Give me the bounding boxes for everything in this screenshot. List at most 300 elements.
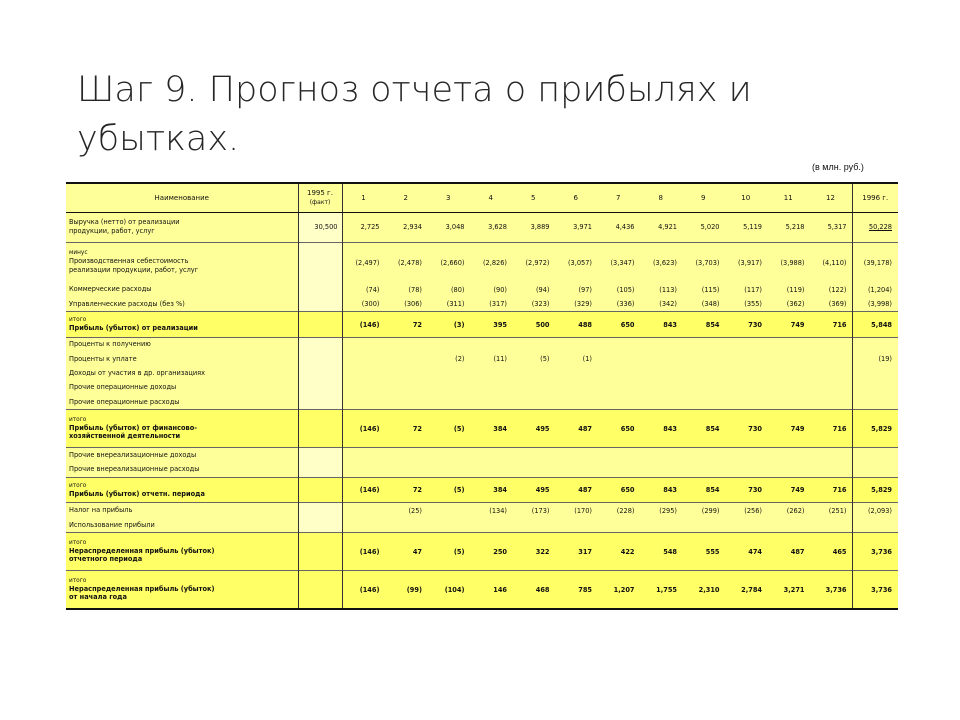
cell-month-8 [640, 337, 683, 352]
header-month-1: 1 [342, 184, 385, 213]
header-month-2: 2 [385, 184, 428, 213]
cell-month-9: (299) [682, 503, 725, 518]
cell-month-10 [725, 366, 768, 380]
cell-month-1: (146) [342, 571, 385, 608]
cell-fact-1995 [298, 381, 342, 395]
cell-month-9 [682, 352, 725, 366]
slide-title: Шаг 9. Прогноз отчета о прибылях и убытках. [77, 70, 752, 159]
cell-month-5: (2,972) [512, 242, 555, 282]
cell-month-3 [427, 463, 470, 478]
cell-month-8: (295) [640, 503, 683, 518]
cell-month-7 [597, 352, 640, 366]
cell-month-3: (5) [427, 478, 470, 503]
cell-month-7 [597, 366, 640, 380]
table-subtotal-row [66, 571, 898, 608]
cell-month-1: (146) [342, 312, 385, 337]
cell-month-6: 3,971 [555, 213, 598, 243]
cell-month-6: (3,057) [555, 242, 598, 282]
cell-month-6: 487 [555, 410, 598, 448]
cell-month-6: 488 [555, 312, 598, 337]
row-prefix: итого [69, 482, 87, 489]
cell-month-2: (2,478) [385, 242, 428, 282]
cell-month-9 [682, 366, 725, 380]
cell-fact-1995: 30,500 [298, 213, 342, 243]
cell-fact-1995 [298, 533, 342, 571]
cell-month-7: (336) [616, 300, 635, 309]
cell-month-8 [640, 463, 683, 478]
cell-month-1 [342, 352, 385, 366]
row-label-line: Прочие внереализационные доходы [69, 450, 197, 459]
row-label-line: Проценты к уплате [69, 354, 137, 363]
row-label [66, 283, 298, 297]
cell-month-1 [342, 395, 385, 410]
table-row [66, 503, 898, 518]
cell-month-7: 1,207 [597, 571, 640, 608]
cell-month-11: (119) [786, 285, 805, 294]
cell-month-11: (362) [786, 300, 805, 309]
cell-month-11 [767, 366, 810, 380]
cell-month-9: (348) [701, 300, 720, 309]
cell-month-9: (115) [701, 285, 720, 294]
header-month-9: 9 [682, 184, 725, 213]
cell-month-12: (4,110) [810, 242, 853, 282]
pl-forecast-table [66, 184, 898, 608]
cell-month-5: (323) [531, 300, 550, 309]
cell-month-6 [555, 337, 598, 352]
row-label-line: Прибыль (убыток) от реализации [69, 324, 198, 333]
cell-month-4 [470, 381, 513, 395]
cell-month-6 [555, 381, 598, 395]
pl-forecast-table-container [66, 182, 898, 610]
cell-month-6 [555, 463, 598, 478]
row-label [66, 337, 298, 352]
cell-month-4: (11) [493, 355, 507, 364]
row-label-line: Производственная себестоимость [69, 257, 189, 266]
cell-month-6: (1) [582, 355, 592, 364]
cell-month-1 [342, 381, 385, 395]
row-label [66, 518, 298, 533]
row-label-line: Использование прибыли [69, 520, 155, 529]
cell-month-3 [427, 395, 470, 410]
cell-month-5: (5) [540, 355, 550, 364]
cell-month-3 [427, 381, 470, 395]
cell-month-11: 5,218 [767, 213, 810, 243]
cell-month-4 [470, 337, 513, 352]
cell-month-10 [725, 463, 768, 478]
row-label-line: Налог на прибыль [69, 506, 133, 515]
cell-fact-1995 [298, 518, 342, 533]
cell-fact-1995 [298, 410, 342, 448]
row-label [66, 533, 298, 571]
cell-month-2: (99) [385, 571, 428, 608]
row-label-line: отчетного периода [69, 555, 143, 564]
cell-month-12 [810, 366, 853, 380]
row-label-line: Выручка (нетто) от реализации [69, 218, 180, 227]
row-label-line: от начала года [69, 593, 127, 602]
cell-month-9 [682, 395, 725, 410]
cell-year-total: (19) [852, 352, 898, 366]
table-header-row [66, 184, 898, 213]
row-label-line: Коммерческие расходы [69, 285, 152, 294]
row-label [66, 503, 298, 518]
cell-month-10: 730 [725, 478, 768, 503]
cell-month-12: (369) [828, 300, 847, 309]
header-month-12: 12 [810, 184, 853, 213]
cell-month-6 [555, 395, 598, 410]
row-label-line: Прочие операционные доходы [69, 383, 177, 392]
row-label [66, 213, 298, 243]
cell-month-11 [767, 381, 810, 395]
cell-month-10: 5,119 [725, 213, 768, 243]
header-month-4: 4 [470, 184, 513, 213]
cell-month-5 [512, 463, 555, 478]
table-row [66, 366, 898, 380]
row-prefix: итого [69, 540, 87, 547]
cell-month-10: 730 [725, 410, 768, 448]
cell-month-10 [725, 518, 768, 533]
cell-month-3: (3) [427, 312, 470, 337]
header-month-3: 3 [427, 184, 470, 213]
row-label-line: Прочие внереализационные расходы [69, 465, 200, 474]
header-month-10: 10 [725, 184, 768, 213]
row-label [66, 448, 298, 463]
table-row [66, 463, 898, 478]
cell-month-12: 465 [810, 533, 853, 571]
cell-month-7 [597, 381, 640, 395]
cell-month-1: (300) [361, 300, 380, 309]
cell-month-4: (317) [489, 300, 507, 309]
cell-month-10: 2,784 [725, 571, 768, 608]
cell-month-2: 72 [385, 312, 428, 337]
table-subtotal-row [66, 533, 898, 571]
cell-fact-1995 [298, 242, 342, 282]
cell-fact-1995 [298, 395, 342, 410]
table-row [66, 518, 898, 533]
cell-month-10: (117) [744, 285, 762, 294]
cell-month-6: 317 [555, 533, 598, 571]
table-row [66, 242, 898, 282]
cell-month-5 [512, 381, 555, 395]
cell-month-2: 2,934 [385, 213, 428, 243]
cell-month-12 [810, 381, 853, 395]
cell-month-12: 716 [810, 478, 853, 503]
row-label [66, 366, 298, 380]
cell-month-8: 548 [640, 533, 683, 571]
cell-month-5: (173) [512, 503, 555, 518]
row-label [66, 410, 298, 448]
cell-month-7: 650 [597, 478, 640, 503]
cell-fact-1995 [298, 448, 342, 463]
cell-year-total: 3,736 [852, 533, 898, 571]
cell-month-6: (170) [555, 503, 598, 518]
row-label-line: Прибыль (убыток) от финансово- [69, 424, 197, 433]
cell-month-5 [512, 448, 555, 463]
cell-fact-1995 [298, 463, 342, 478]
cell-month-3 [427, 448, 470, 463]
cell-fact-1995 [298, 352, 342, 366]
cell-month-8 [640, 518, 683, 533]
cell-month-10 [725, 395, 768, 410]
cell-month-10: (256) [725, 503, 768, 518]
cell-year-total: 5,829 [852, 410, 898, 448]
table-row [66, 448, 898, 463]
cell-month-8 [640, 395, 683, 410]
cell-month-3: (2) [455, 355, 465, 364]
cell-month-1 [342, 337, 385, 352]
header-month-7: 7 [597, 184, 640, 213]
cell-month-4: 395 [470, 312, 513, 337]
cell-month-10 [725, 352, 768, 366]
cell-month-12: 3,736 [810, 571, 853, 608]
cell-year-total: 5,829 [852, 478, 898, 503]
header-fact [298, 184, 342, 213]
cell-month-10 [725, 381, 768, 395]
cell-month-2 [385, 366, 428, 380]
cell-fact-1995 [298, 337, 342, 352]
cell-month-8 [640, 448, 683, 463]
cell-month-9 [682, 337, 725, 352]
cell-month-8: (113) [659, 285, 677, 294]
cell-month-3: 3,048 [427, 213, 470, 243]
row-label [66, 478, 298, 503]
cell-year-total [852, 337, 898, 352]
row-label [66, 352, 298, 366]
cell-month-4 [470, 366, 513, 380]
cell-month-9: 555 [682, 533, 725, 571]
cell-month-4: 250 [470, 533, 513, 571]
row-label-line: Нераспределенная прибыль (убыток) [69, 547, 215, 556]
cell-month-5: 495 [512, 478, 555, 503]
cell-month-11 [767, 448, 810, 463]
cell-month-12: 5,317 [810, 213, 853, 243]
cell-month-12: (122) [828, 285, 847, 294]
cell-month-10: (3,917) [725, 242, 768, 282]
cell-month-9: 854 [682, 312, 725, 337]
cell-month-8: 1,755 [640, 571, 683, 608]
row-prefix: итого [69, 578, 87, 585]
cell-month-7: (3,347) [597, 242, 640, 282]
cell-month-5 [512, 395, 555, 410]
cell-month-6: (329) [574, 300, 592, 309]
cell-month-3: (5) [427, 533, 470, 571]
header-fact-label: (факт) [309, 199, 331, 206]
cell-month-9 [682, 448, 725, 463]
cell-year-total: (2,093) [852, 503, 898, 518]
cell-month-6: (97) [578, 285, 592, 294]
row-prefix: итого [69, 317, 87, 324]
cell-month-12 [810, 463, 853, 478]
cell-month-7: 4,436 [597, 213, 640, 243]
cell-month-2: 72 [385, 410, 428, 448]
table-row [66, 381, 898, 395]
cell-month-9: 5,020 [682, 213, 725, 243]
cell-month-10: (355) [744, 300, 762, 309]
cell-month-2 [385, 395, 428, 410]
table-subtotal-row [66, 478, 898, 503]
cell-month-5 [512, 366, 555, 380]
cell-month-10: 474 [725, 533, 768, 571]
cell-year-total: (3,998) [852, 297, 898, 312]
cell-month-3 [427, 518, 470, 533]
row-label-line: Нераспределенная прибыль (убыток) [69, 585, 215, 594]
cell-month-1 [342, 463, 385, 478]
cell-year-total: 3,736 [852, 571, 898, 608]
table-row [66, 337, 898, 352]
cell-month-1: (146) [342, 533, 385, 571]
cell-month-4 [470, 518, 513, 533]
cell-year-total: (1,204) [852, 283, 898, 297]
units-note: (в млн. руб.) [812, 162, 864, 172]
cell-month-9: 854 [682, 410, 725, 448]
row-label [66, 381, 298, 395]
cell-month-7 [597, 395, 640, 410]
row-prefix: итого [69, 417, 87, 424]
cell-month-7: (228) [597, 503, 640, 518]
cell-month-2: 72 [385, 478, 428, 503]
cell-month-2: (78) [408, 285, 422, 294]
cell-month-11 [767, 352, 810, 366]
cell-month-1: (2,497) [342, 242, 385, 282]
cell-month-8 [640, 366, 683, 380]
cell-month-8 [640, 352, 683, 366]
table-row [66, 297, 898, 312]
cell-month-9 [682, 381, 725, 395]
row-label-line: реализации продукции, работ, услуг [69, 266, 199, 275]
header-year-total: 1996 г. [852, 184, 898, 213]
cell-month-6: 785 [555, 571, 598, 608]
cell-year-total [852, 395, 898, 410]
cell-month-1: (146) [342, 478, 385, 503]
cell-month-2 [385, 518, 428, 533]
table-subtotal-row [66, 312, 898, 337]
cell-fact-1995 [298, 478, 342, 503]
cell-month-1 [342, 503, 385, 518]
row-label [66, 395, 298, 410]
cell-fact-1995 [298, 312, 342, 337]
cell-month-2 [385, 381, 428, 395]
row-label-line: Проценты к получению [69, 340, 151, 349]
cell-month-6: 487 [555, 478, 598, 503]
row-label-line: продукции, работ, услуг [69, 227, 155, 236]
row-label [66, 571, 298, 608]
cell-month-2 [385, 448, 428, 463]
cell-month-6 [555, 366, 598, 380]
header-month-6: 6 [555, 184, 598, 213]
cell-month-4 [470, 448, 513, 463]
cell-month-2 [385, 463, 428, 478]
cell-month-5: 322 [512, 533, 555, 571]
cell-month-4: 3,628 [470, 213, 513, 243]
cell-fact-1995 [298, 571, 342, 608]
cell-month-11 [767, 395, 810, 410]
cell-year-total [852, 448, 898, 463]
cell-month-4: 384 [470, 410, 513, 448]
row-label [66, 297, 298, 312]
cell-month-12 [810, 395, 853, 410]
cell-month-2: (25) [385, 503, 428, 518]
cell-month-8: 843 [640, 312, 683, 337]
cell-month-4: 146 [470, 571, 513, 608]
cell-month-1: (146) [342, 410, 385, 448]
cell-month-6 [555, 518, 598, 533]
row-label [66, 312, 298, 337]
cell-month-7 [597, 463, 640, 478]
cell-year-total [852, 518, 898, 533]
cell-fact-1995 [298, 297, 342, 312]
cell-fact-1995 [298, 366, 342, 380]
cell-month-8: (342) [659, 300, 677, 309]
row-label-line: Управленческие расходы (без %) [69, 299, 185, 308]
cell-month-4: (2,826) [470, 242, 513, 282]
cell-month-7: 422 [597, 533, 640, 571]
table-body [66, 213, 898, 609]
cell-month-1 [342, 366, 385, 380]
cell-month-2 [385, 337, 428, 352]
cell-month-11 [767, 518, 810, 533]
cell-year-total [852, 381, 898, 395]
table-row [66, 213, 898, 243]
cell-month-4: (134) [470, 503, 513, 518]
cell-month-8: 843 [640, 478, 683, 503]
header-month-11: 11 [767, 184, 810, 213]
cell-month-7: 650 [597, 410, 640, 448]
cell-month-3: (311) [446, 300, 465, 309]
cell-month-5 [512, 518, 555, 533]
cell-year-total: 5,848 [852, 312, 898, 337]
cell-month-4: 384 [470, 478, 513, 503]
header-fact-year: 1995 г. [307, 189, 333, 197]
cell-month-3 [427, 337, 470, 352]
row-label-line: Доходы от участия в др. организациях [69, 368, 206, 377]
cell-month-2: (306) [404, 300, 422, 309]
cell-fact-1995 [298, 503, 342, 518]
cell-month-11: 749 [767, 478, 810, 503]
cell-month-10 [725, 337, 768, 352]
row-label-line: Прочие операционные расходы [69, 397, 180, 406]
cell-month-12: 716 [810, 312, 853, 337]
cell-month-10 [725, 448, 768, 463]
cell-month-11: 3,271 [767, 571, 810, 608]
cell-month-11: 749 [767, 312, 810, 337]
cell-year-total: 50,228 [852, 213, 898, 243]
cell-month-1 [342, 448, 385, 463]
cell-month-1 [342, 518, 385, 533]
cell-month-12 [810, 337, 853, 352]
table-row [66, 283, 898, 297]
header-month-5: 5 [512, 184, 555, 213]
cell-month-5: 495 [512, 410, 555, 448]
cell-month-9 [682, 463, 725, 478]
cell-month-2 [385, 352, 428, 366]
cell-month-2: 47 [385, 533, 428, 571]
cell-month-5: 468 [512, 571, 555, 608]
cell-month-3: (2,660) [427, 242, 470, 282]
cell-month-4: (90) [493, 285, 507, 294]
cell-month-12: 716 [810, 410, 853, 448]
cell-month-5 [512, 337, 555, 352]
cell-year-total [852, 366, 898, 380]
cell-fact-1995 [298, 283, 342, 297]
table-subtotal-row [66, 410, 898, 448]
cell-month-1: (74) [365, 285, 380, 294]
row-label-line: Прибыль (убыток) отчетн. периода [69, 489, 205, 498]
cell-month-3: (5) [427, 410, 470, 448]
row-label [66, 242, 298, 282]
cell-month-10: 730 [725, 312, 768, 337]
cell-month-6 [555, 448, 598, 463]
table-row [66, 352, 898, 366]
cell-month-8: (3,623) [640, 242, 683, 282]
